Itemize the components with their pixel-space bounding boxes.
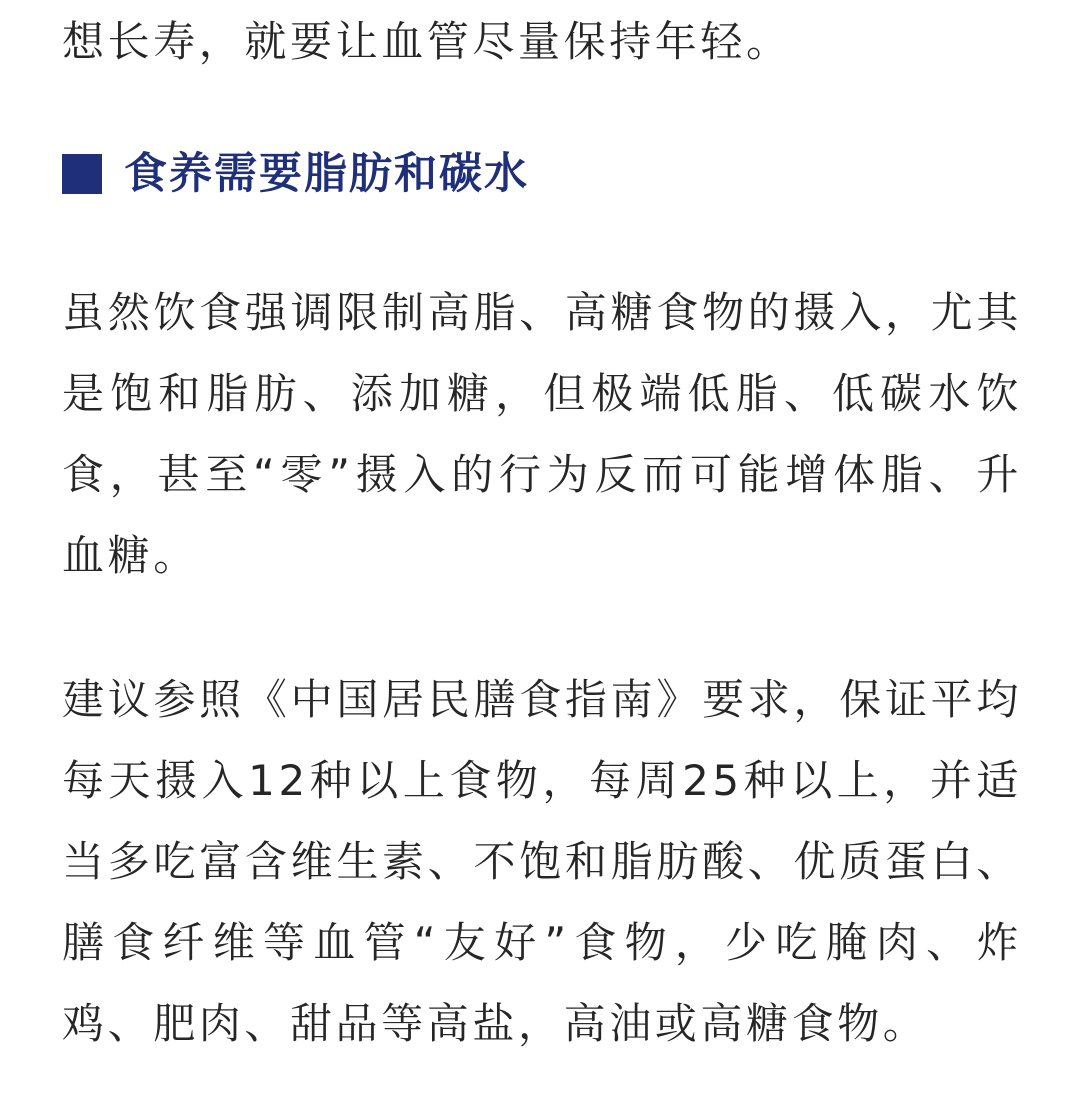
body-paragraph-2: 建议参照《中国居民膳食指南》要求，保证平均每天摄入12种以上食物，每周25种以上，并适当多吃富含维生素、不饱和脂肪酸、优质蛋白、膳食纤维等血管“友好”食物，少吃腌肉、炸鸡、肥肉、甜品等高盐，高油或高糖食物。 <box>62 675 1022 1048</box>
body-paragraph-1: 虽然饮食强调限制高脂、高糖食物的摄入，尤其是饱和脂肪、添加糖，但极端低脂、低碳水饮食，甚至“零”摄入的行为反而可能增体脂、升血糖。 <box>62 288 1022 580</box>
lead-paragraph: 想长寿，就要让血管尽量保持年轻。 <box>62 17 792 66</box>
section-heading <box>62 144 1022 204</box>
section-heading-text: 食养需要脂肪和碳水 <box>124 149 529 199</box>
article-body <box>62 0 1022 1064</box>
square-bullet-icon <box>62 154 102 194</box>
